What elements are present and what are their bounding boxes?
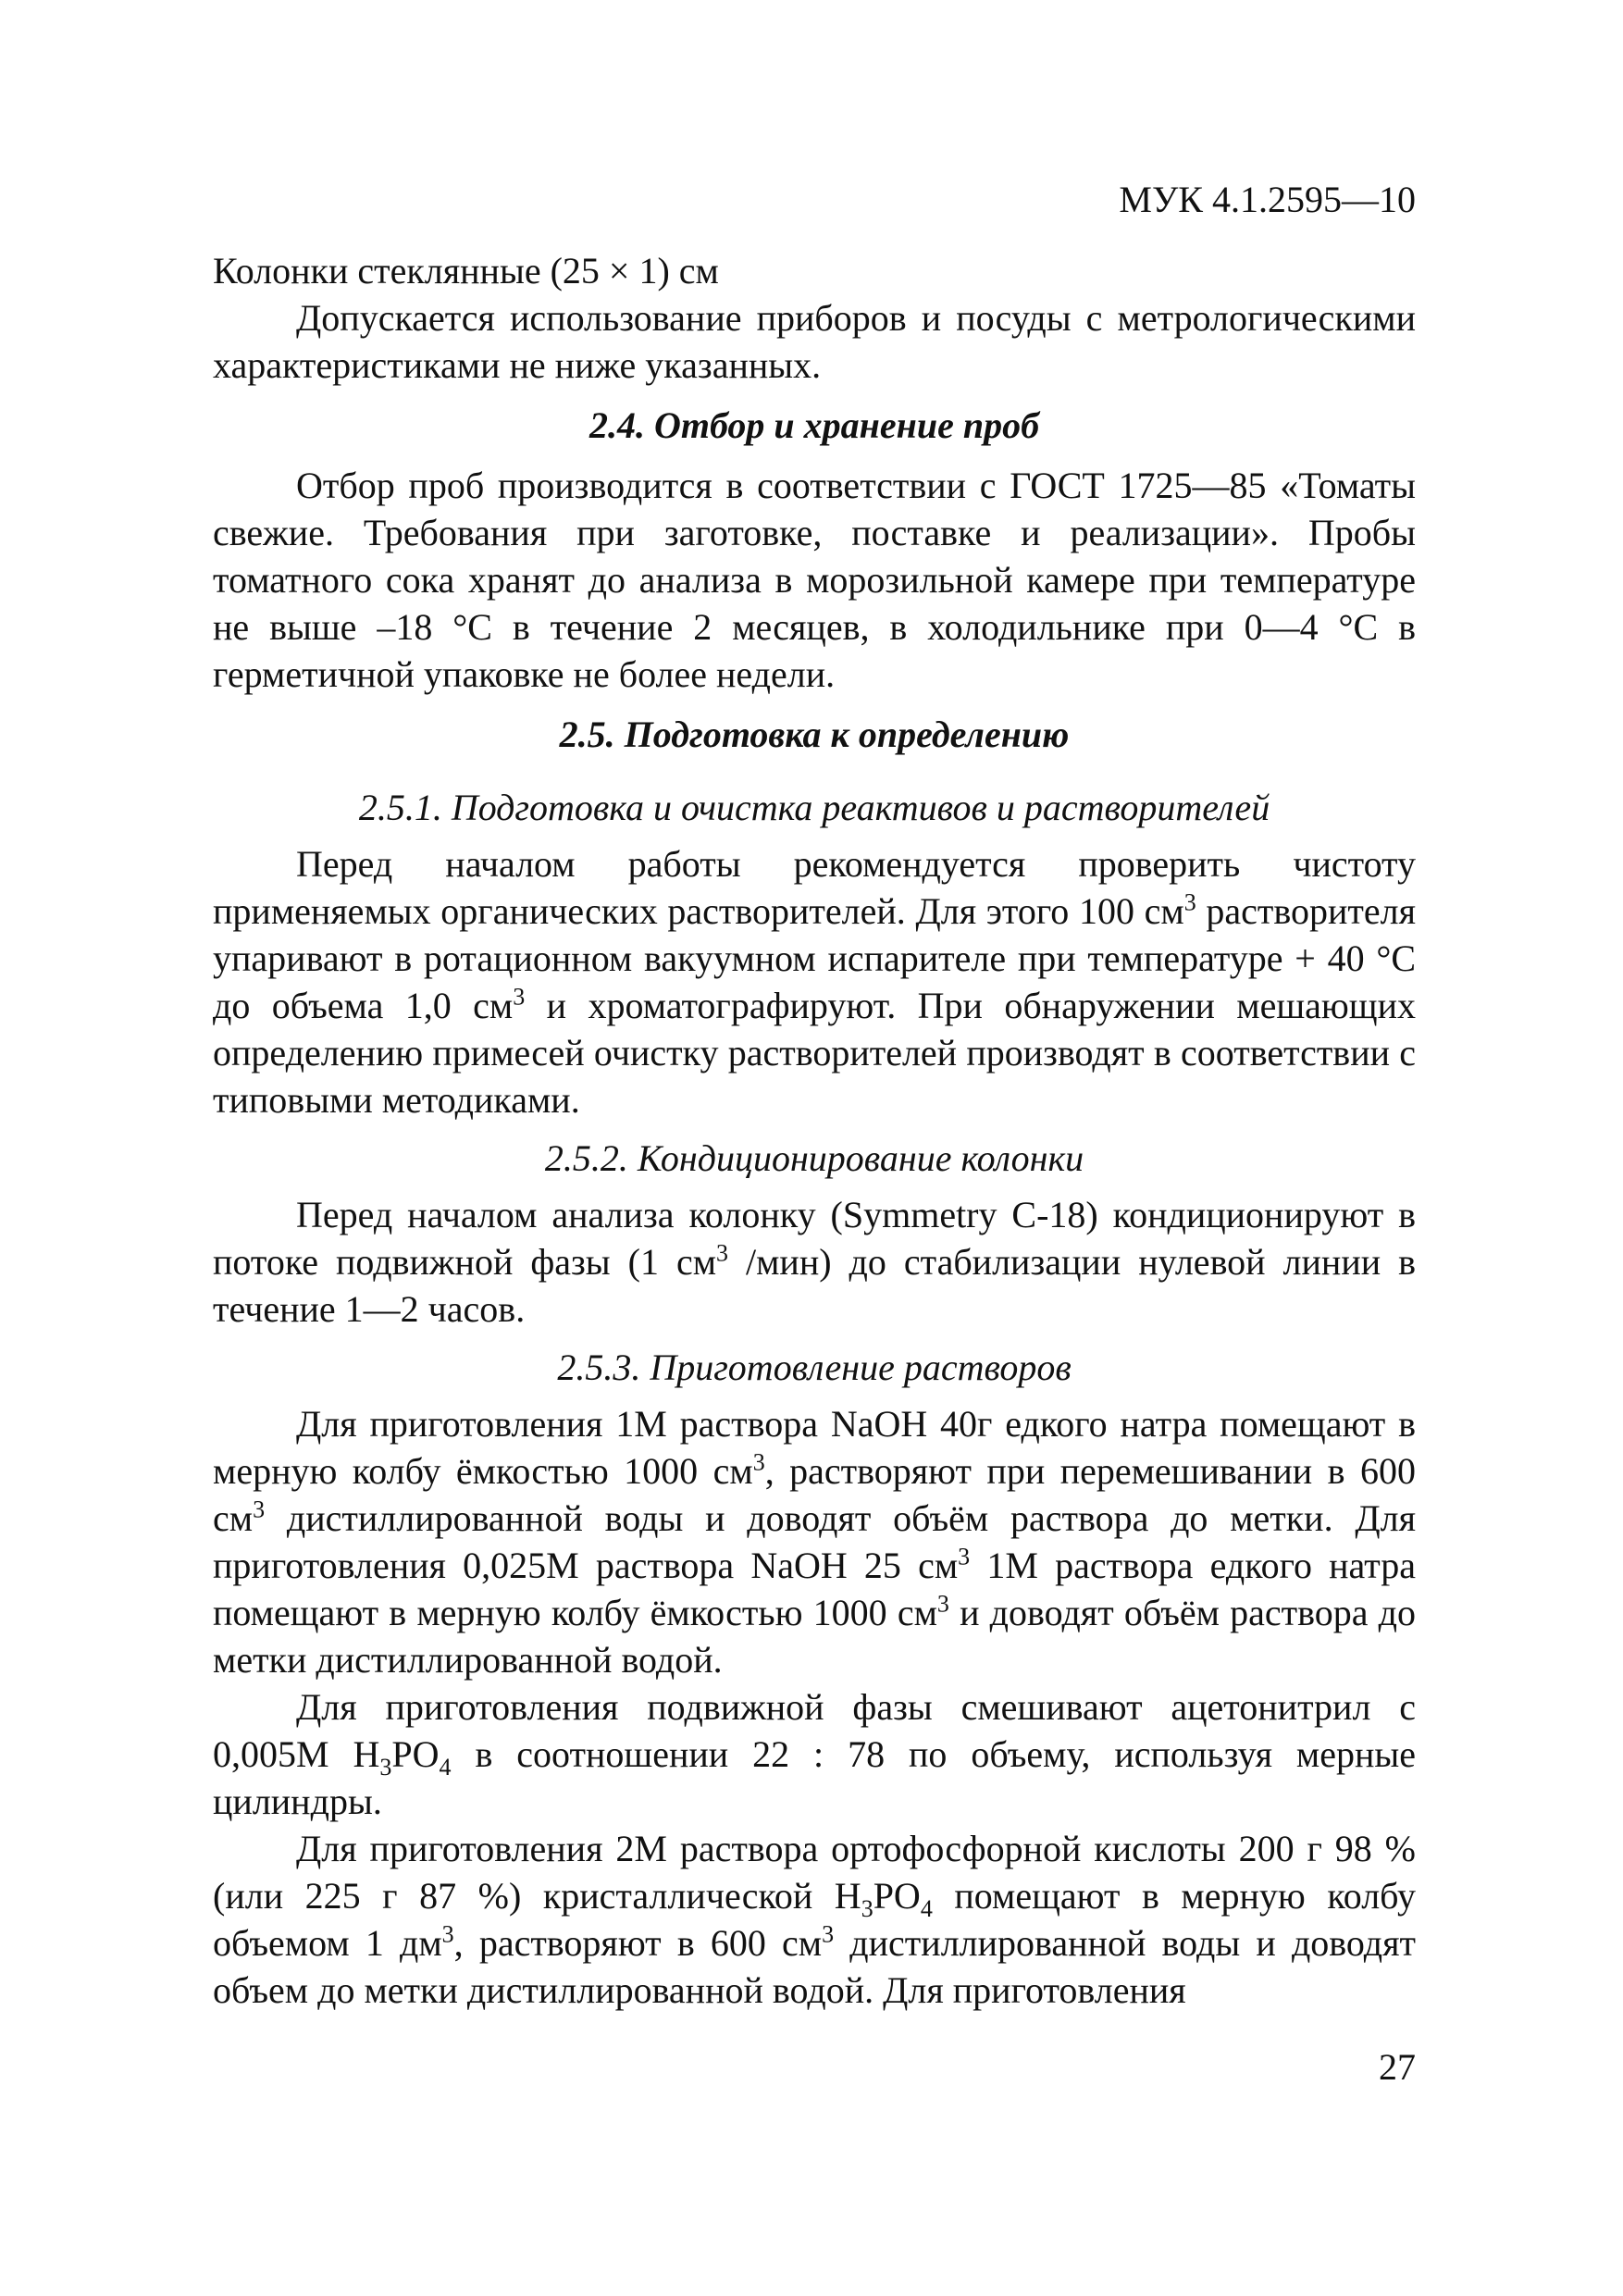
text-run: Для приготовления подвижной фазы смешивают ацетонитрил с 0,005М H (213, 1686, 1416, 1775)
page-body (213, 176, 1416, 2014)
text-run: Перед началом работы рекомендуется проверить чистоту применяемых органических растворителей. Для этого 100 см (213, 843, 1416, 932)
text-run: 1М раствора едкого натра помещают в мерную колбу ёмкостью 1000 см (213, 1545, 1416, 1633)
columns-line: Колонки стеклянные (25 × 1) см (213, 250, 719, 292)
text-run: Для приготовления 1М раствора NaOH 40г едкого натра помещают в мерную колбу ёмкостью 1000 см (213, 1403, 1416, 1492)
document-code-header: МУК 4.1.2595—10 (1119, 179, 1416, 220)
text-run: Перед началом анализа колонку (Symmetry C-18) кондиционируют в потоке подвижной фазы (1 см (213, 1194, 1416, 1283)
subscript: 3 (861, 1895, 873, 1922)
superscript: 3 (441, 1920, 454, 1948)
text-run: дистиллированной воды и доводят объём раствора до метки. Для приготовления 0,025М раствора NaOH 25 см (213, 1497, 1416, 1586)
solvent-cleaning-paragraph (213, 840, 1416, 1123)
naoh-solution-paragraph (213, 1400, 1416, 1683)
superscript: 3 (1183, 888, 1196, 916)
subsection-heading-2-5-1: 2.5.1. Подготовка и очистка реактивов и растворителей (358, 787, 1270, 828)
subscript: 4 (439, 1754, 452, 1781)
allowance-paragraph: Допускается использование приборов и посуды с метрологическими характеристиками не ниже указанных. (213, 297, 1416, 386)
subscript: 3 (379, 1754, 392, 1781)
superscript: 3 (752, 1448, 765, 1476)
text-run: PO (391, 1733, 440, 1775)
column-conditioning-paragraph (213, 1191, 1416, 1333)
text-run: /мин) до стабилизации нулевой линии в течение 1—2 часов. (213, 1241, 1417, 1330)
subsection-heading-2-5-2: 2.5.2. Кондиционирование колонки (544, 1137, 1084, 1179)
text-run: , растворяют в 600 см (453, 1922, 823, 1964)
superscript: 3 (936, 1590, 949, 1618)
subscript: 4 (920, 1895, 933, 1922)
text-run: и хроматографируют. При обнаружении мешающих определению примесей очистку растворителей производят в соответствии с типовыми методиками. (213, 985, 1416, 1121)
superscript: 3 (253, 1496, 266, 1523)
superscript: 3 (716, 1239, 729, 1267)
text-run: Для приготовления 2М раствора ортофосфорной кислоты 200 г 98 % (или 225 г 87 %) кристаллической H (213, 1828, 1416, 1917)
mobile-phase-paragraph (213, 1683, 1416, 1825)
page-number: 27 (1379, 2046, 1416, 2088)
text-run: PO (873, 1875, 921, 1917)
text-run: и доводят объём раствора до метки дистиллированной водой. (213, 1592, 1416, 1681)
section-heading-2-5: 2.5. Подготовка к определению (559, 714, 1070, 755)
text-run: растворителя упаривают в ротационном вакуумном испарителе при температуре + 40 °C до объема 1,0 см (213, 890, 1416, 1026)
subsection-heading-2-5-3: 2.5.3. Приготовление растворов (557, 1347, 1072, 1388)
superscript: 3 (958, 1543, 971, 1570)
superscript: 3 (513, 983, 526, 1011)
sampling-paragraph: Отбор проб производится в соответствии с ГОСТ 1725—85 «Томаты свежие. Требования при заготовке, поставке и реализации». Пробы томатного сока хранят до анализа в морозильной камере при температуре не выше –18 °C в течение 2 месяцев, в холодильнике при 0—4 °C в герметичной упаковке не более недели. (213, 465, 1416, 695)
section-heading-2-4: 2.4. Отбор и хранение проб (588, 404, 1040, 446)
phosphoric-acid-paragraph (213, 1825, 1416, 2014)
text-run: помещают в мерную колбу объемом 1 дм (213, 1875, 1416, 1964)
text-run: , растворяют при перемешивании в 600 см (213, 1450, 1416, 1539)
text-run: дистиллированной воды и доводят объем до метки дистиллированной водой. Для приготовления (213, 1922, 1416, 2011)
superscript: 3 (822, 1920, 835, 1948)
text-run: в соотношении 22 : 78 по объему, используя мерные цилиндры. (213, 1733, 1416, 1822)
